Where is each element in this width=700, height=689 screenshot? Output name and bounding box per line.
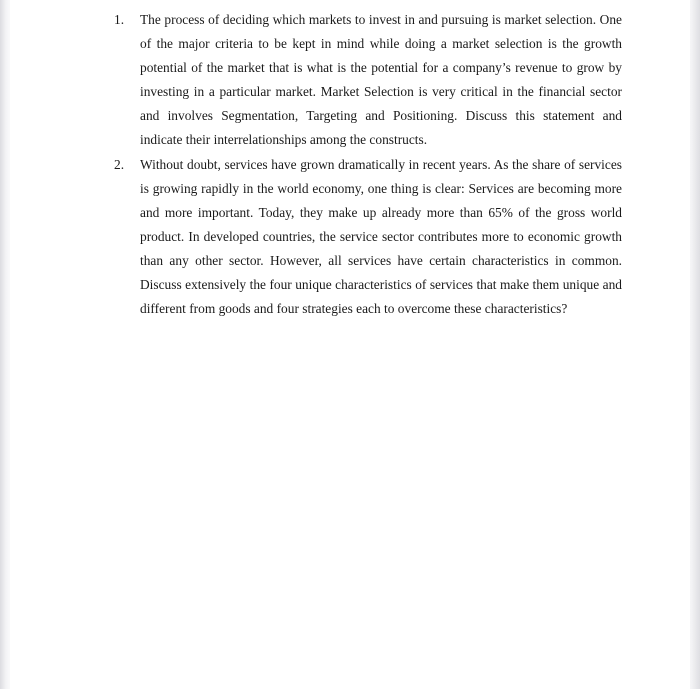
question-text: Without doubt, services have grown dramatically in recent years. As the share of services is growing rapidly in the world economy, one thing is clear: Services are becoming more and more important. Today, they make up already more than 65% of the gross world product. In developed countries, the service sector contributes more to economic growth than any other sector. However, all services have certain characteristics in common. Discuss extensively the four unique characteristics of services that make them unique and different from goods and four strategies each to overcome these characteristics? <box>140 156 622 317</box>
question-number: 1. <box>114 12 125 27</box>
question-number: 2. <box>114 156 125 172</box>
question-item-1 <box>114 8 622 153</box>
question-text: The process of deciding which markets to invest in and pursuing is market selection. One of the major criteria to be kept in mind while doing a market selection is the growth potential of the market that is what is the potential for a company’s revenue to grow by investing in a particular market. Market Selection is very critical in the financial sector and involves Segmentation, Targeting and Positioning. Discuss this statement and indicate their interrelationships among the constructs. <box>140 12 622 148</box>
question-item-2 <box>114 153 622 322</box>
question-list <box>114 8 622 321</box>
document-page <box>10 0 690 689</box>
